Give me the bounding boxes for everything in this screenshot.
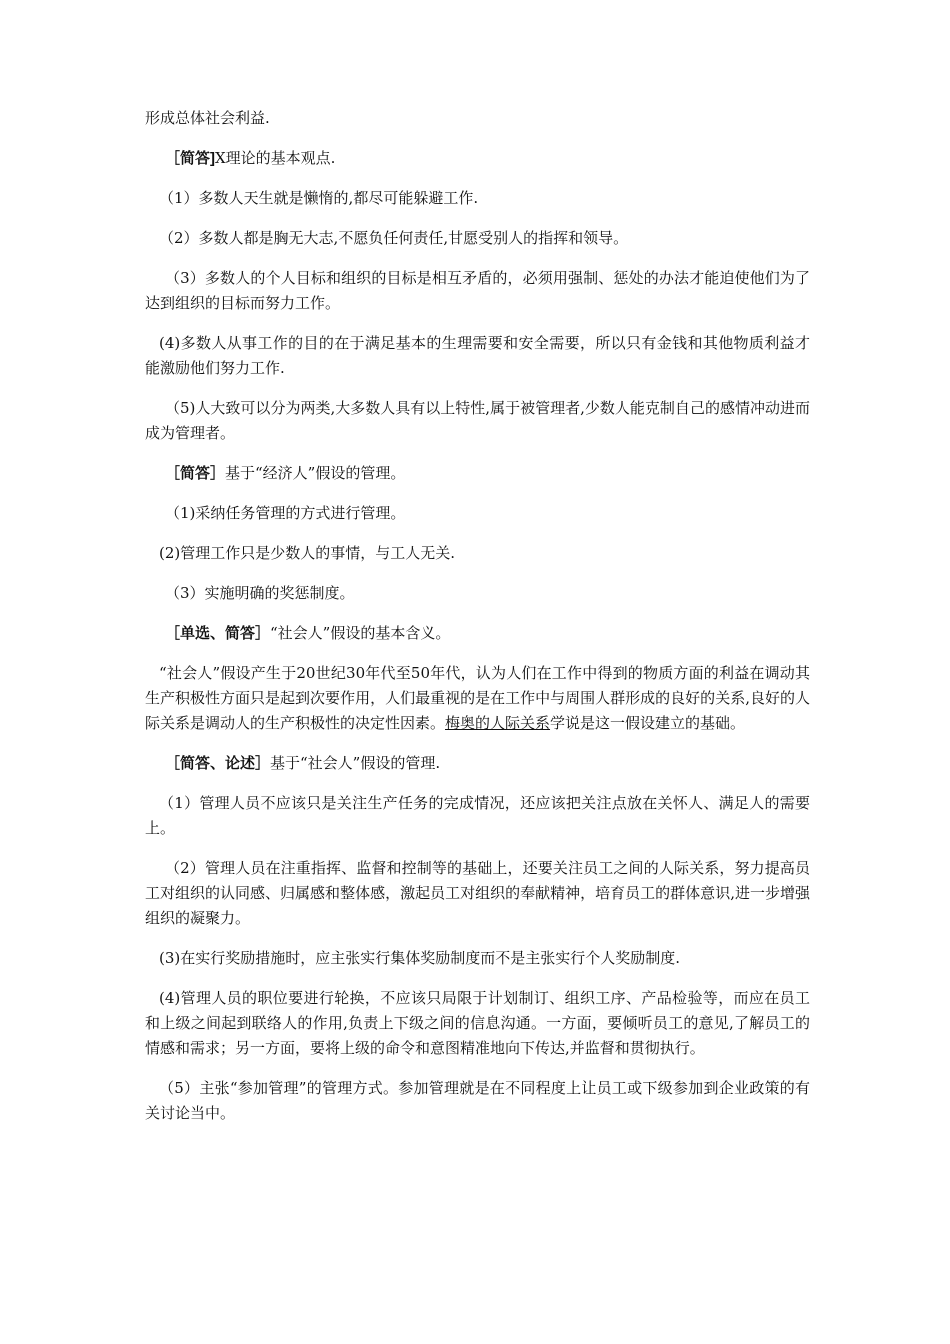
- mayo-human-relations-link[interactable]: 梅奥的人际关系: [445, 714, 551, 732]
- paragraph-text: “社会人”假设产生于20世纪30年代至50年代，认为人们在工作中得到的物质方面的利益在调动其生产积极性方面只是起到次要作用，人们最重视的是在工作中与周围人群形成的良好的关系,良好的人际关系是调动人的生产积极性的决定性因素。: [145, 664, 810, 732]
- list-item-text: （2）管理人员在注重指挥、监督和控制等的基础上，还要关注员工之间的人际关系，努力提高员工对组织的认同感、归属感和整体感，激起员工对组织的奉献精神，培育员工的群体意识,进一步增强组织的凝聚力。: [145, 859, 810, 927]
- list-item: [145, 946, 810, 971]
- list-item-text: （2）多数人都是胸无大志,不愿负任何责任,甘愿受别人的指挥和领导。: [159, 229, 629, 247]
- heading-x-theory: [145, 146, 810, 171]
- list-item-text: （3）多数人的个人目标和组织的目标是相互矛盾的，必须用强制、惩处的办法才能迫使他们为了达到组织的目标而努力工作。: [145, 269, 810, 312]
- list-item: [145, 226, 810, 251]
- list-item-text: （1）管理人员不应该只是关注生产任务的完成情况，还应该把关注点放在关怀人、满足人的需要上。: [145, 794, 810, 837]
- list-item-text: （5）主张“参加管理”的管理方式。参加管理就是在不同程度上让员工或下级参加到企业政策的有关讨论当中。: [145, 1079, 810, 1122]
- question-type-tag: ［简答、论述］: [165, 755, 271, 772]
- heading-text: 基于“经济人”假设的管理。: [225, 464, 406, 482]
- list-item-text: (4)管理人员的职位要进行轮换，不应该只局限于计划制订、组织工序、产品检验等，而应在员工和上级之间起到联络人的作用,负责上下级之间的信息沟通。一方面，要倾听员工的意见,了解员工的情感和需求；另一方面，要将上级的命令和意图精准地向下传达,并监督和贯彻执行。: [145, 989, 810, 1057]
- question-type-tag: ［简答］: [165, 465, 226, 482]
- question-type-tag: ［简答]: [165, 150, 215, 167]
- list-item: [145, 1076, 810, 1126]
- heading-text: “社会人”假设的基本含义。: [270, 624, 451, 642]
- paragraph-text: 形成总体社会利益.: [145, 109, 270, 127]
- list-item: [145, 986, 810, 1061]
- list-item: [145, 581, 810, 606]
- heading-text: X理论的基本观点.: [215, 149, 336, 167]
- paragraph-text-after-link: 学说是这一假设建立的基础。: [550, 714, 746, 732]
- list-item: [145, 331, 810, 381]
- list-item-text: (3)在实行奖励措施时，应主张实行集体奖励制度而不是主张实行个人奖励制度.: [159, 949, 681, 967]
- list-item-text: （1）多数人天生就是懒惰的,都尽可能躲避工作.: [159, 189, 479, 207]
- heading-economic-man: [145, 461, 810, 486]
- question-type-tag: ［单选、简答］: [165, 625, 271, 642]
- list-item: [145, 501, 810, 526]
- list-item-text: （3）实施明确的奖惩制度。: [165, 584, 355, 602]
- heading-social-man-management: [145, 751, 810, 776]
- list-item: [145, 266, 810, 316]
- paragraph-continuation: [145, 106, 810, 131]
- list-item-text: (4)多数人从事工作的目的在于满足基本的生理需要和安全需要，所以只有金钱和其他物质利益才能激励他们努力工作.: [145, 334, 810, 377]
- list-item: [145, 396, 810, 446]
- list-item-text: （1)采纳任务管理的方式进行管理。: [165, 504, 406, 522]
- list-item-text: (2)管理工作只是少数人的事情，与工人无关.: [159, 544, 456, 562]
- list-item: [145, 856, 810, 931]
- list-item: [145, 541, 810, 566]
- body-paragraph: [145, 661, 810, 736]
- heading-social-man-meaning: [145, 621, 810, 646]
- document-page: [145, 106, 810, 1141]
- heading-text: 基于“社会人”假设的管理.: [270, 754, 441, 772]
- list-item: [145, 791, 810, 841]
- list-item: [145, 186, 810, 211]
- list-item-text: （5)人大致可以分为两类,大多数人具有以上特性,属于被管理者,少数人能克制自己的感情冲动进而成为管理者。: [145, 399, 810, 442]
